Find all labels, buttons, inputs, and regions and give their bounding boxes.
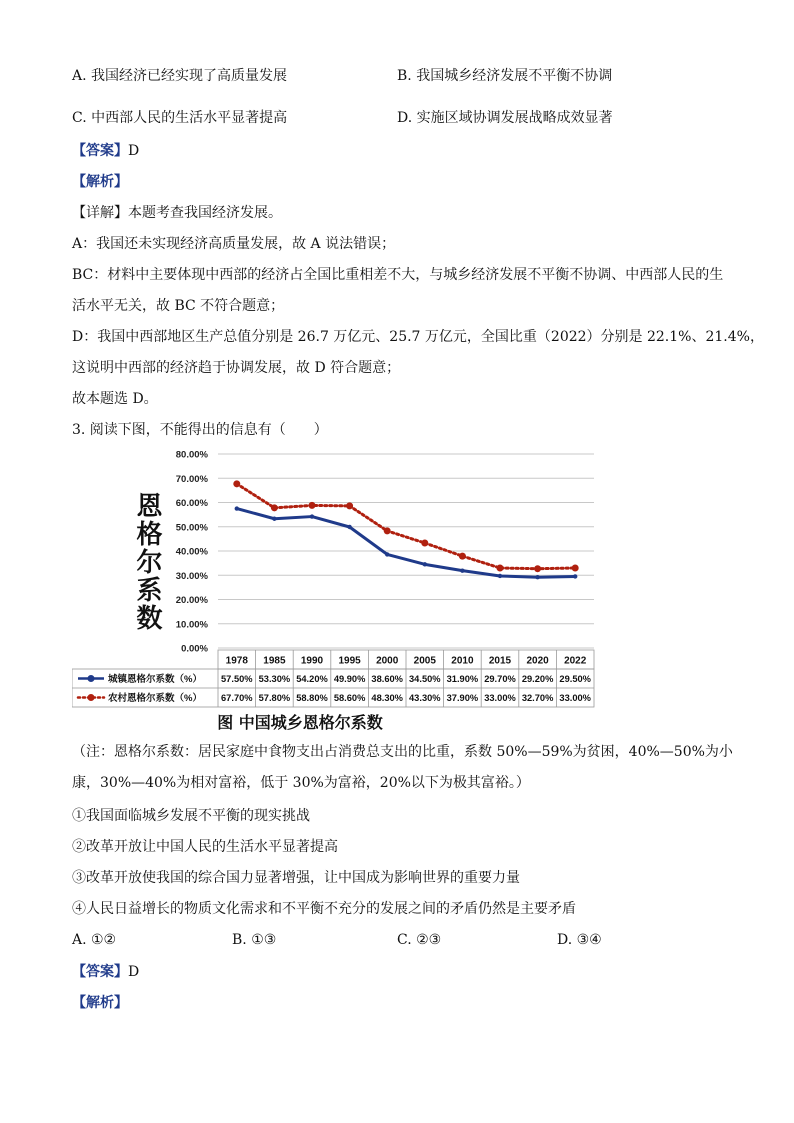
y-tick-label: 80.00% bbox=[175, 449, 208, 461]
x-category-label: 1990 bbox=[300, 655, 324, 667]
y-tick-label: 70.00% bbox=[175, 473, 208, 485]
x-category-label: 2005 bbox=[413, 655, 436, 667]
q2-para-bc-2: 活水平无关，故 BC 不符合题意； bbox=[72, 298, 285, 314]
data-point bbox=[384, 527, 391, 534]
data-point bbox=[498, 574, 502, 578]
data-label: 37.90% bbox=[446, 693, 479, 703]
q3-answer bbox=[72, 962, 139, 982]
y-tick-label: 40.00% bbox=[175, 546, 208, 558]
q3-item-3: ③改革开放使我国的综合国力显著增强，让中国成为影响世界的重要力量 bbox=[72, 870, 520, 886]
data-label: 29.20% bbox=[521, 674, 554, 684]
x-category-label: 1995 bbox=[338, 655, 361, 667]
q3-note-1: （注：恩格尔系数：居民家庭中食物支出占消费总支出的比重，系数 50%—59%为贫困，40%—50%为小 bbox=[72, 744, 733, 760]
q2-option-d: D. 实施区域协调发展战略成效显著 bbox=[397, 110, 613, 126]
data-label: 58.80% bbox=[296, 693, 328, 703]
x-category-label: 2022 bbox=[564, 655, 587, 667]
data-point bbox=[233, 480, 240, 487]
q2-para-bc-1: BC：材料中主要体现中西部的经济占全国比重相差不大，与城乡经济发展不平衡不协调、中西部人民的生 bbox=[72, 267, 724, 283]
data-label: 57.80% bbox=[258, 693, 291, 703]
q2-detail bbox=[72, 203, 282, 223]
answer-value: D bbox=[128, 964, 140, 980]
data-point bbox=[235, 506, 239, 510]
data-point bbox=[421, 539, 428, 546]
legend-marker bbox=[88, 675, 95, 682]
data-point bbox=[309, 502, 316, 509]
answer-tag: 【答案】 bbox=[72, 964, 128, 980]
data-point bbox=[310, 514, 314, 518]
q3-item-2: ②改革开放让中国人民的生活水平显著提高 bbox=[72, 839, 338, 855]
data-point bbox=[346, 502, 353, 509]
data-label: 53.30% bbox=[258, 674, 291, 684]
data-point bbox=[497, 564, 504, 571]
data-label: 54.20% bbox=[296, 674, 328, 684]
data-label: 48.30% bbox=[371, 693, 403, 703]
answer-tag: 【答案】 bbox=[72, 143, 128, 159]
data-point bbox=[534, 565, 541, 572]
q2-para-d-2: 这说明中西部的经济趋于协调发展，故 D 符合题意； bbox=[72, 360, 401, 376]
y-tick-label: 0.00% bbox=[181, 643, 208, 655]
q3-note-2: 康，30%—40%为相对富裕，低于 30%为富裕，20%以下为极其富裕。） bbox=[72, 775, 530, 791]
data-point bbox=[572, 564, 579, 571]
detail-tag: 【详解】 bbox=[72, 205, 128, 221]
q2-option-c: C. 中西部人民的生活水平显著提高 bbox=[72, 110, 288, 126]
q3-option-d: D. ③④ bbox=[557, 932, 602, 948]
data-label: 67.70% bbox=[221, 693, 253, 703]
chart-y-title: 恩格尔系数 bbox=[132, 492, 162, 632]
data-point bbox=[272, 517, 276, 521]
q3-stem: 3. 阅读下图，不能得出的信息有（ ） bbox=[72, 422, 328, 438]
detail-intro: 本题考查我国经济发展。 bbox=[128, 205, 282, 221]
data-label: 31.90% bbox=[446, 674, 479, 684]
analysis-tag: 【解析】 bbox=[72, 995, 128, 1011]
data-label: 29.50% bbox=[559, 674, 591, 684]
x-category-label: 1985 bbox=[263, 655, 286, 667]
data-label: 34.50% bbox=[409, 674, 441, 684]
y-tick-label: 30.00% bbox=[175, 570, 208, 582]
x-category-label: 2015 bbox=[488, 655, 512, 667]
engel-chart bbox=[72, 444, 602, 709]
x-category-label: 1978 bbox=[225, 655, 248, 667]
q2-analysis-tag bbox=[72, 172, 128, 192]
data-label: 57.50% bbox=[221, 674, 253, 684]
data-label: 33.00% bbox=[484, 693, 516, 703]
legend-entry: 农村恩格尔系数（%） bbox=[108, 693, 202, 704]
data-point bbox=[535, 575, 539, 579]
analysis-tag: 【解析】 bbox=[72, 174, 128, 190]
q3-analysis-tag bbox=[72, 993, 128, 1013]
x-category-label: 2020 bbox=[526, 655, 549, 667]
data-point bbox=[271, 504, 278, 511]
y-tick-label: 10.00% bbox=[175, 619, 208, 631]
data-label: 43.30% bbox=[409, 693, 441, 703]
q2-para-d-1: D：我国中西部地区生产总值分别是 26.7 万亿元、25.7 万亿元，全国比重（2022）分别是 22.1%、21.4%， bbox=[72, 329, 764, 345]
data-label: 29.70% bbox=[484, 674, 516, 684]
q2-option-a: A. 我国经济已经实现了高质量发展 bbox=[72, 68, 288, 84]
q2-answer bbox=[72, 141, 139, 161]
x-category-label: 2000 bbox=[376, 655, 399, 667]
data-label: 58.60% bbox=[333, 693, 366, 703]
data-point bbox=[459, 553, 466, 560]
q2-para-a: A：我国还未实现经济高质量发展，故 A 说法错误； bbox=[72, 236, 396, 252]
data-point bbox=[347, 525, 351, 529]
legend-entry: 城镇恩格尔系数（%） bbox=[108, 674, 202, 685]
x-category-label: 2010 bbox=[451, 655, 474, 667]
y-tick-label: 50.00% bbox=[175, 522, 208, 534]
legend-marker bbox=[88, 694, 95, 701]
data-point bbox=[385, 552, 389, 556]
q3-item-1: ①我国面临城乡发展不平衡的现实挑战 bbox=[72, 808, 310, 824]
q2-conclusion: 故本题选 D。 bbox=[72, 391, 158, 407]
y-tick-label: 20.00% bbox=[175, 595, 208, 606]
data-label: 49.90% bbox=[333, 674, 366, 684]
q3-option-b: B. ①③ bbox=[232, 932, 277, 948]
data-label: 38.60% bbox=[371, 674, 403, 684]
data-point bbox=[423, 562, 427, 566]
answer-value: D bbox=[128, 143, 140, 159]
data-point bbox=[460, 568, 464, 572]
data-label: 32.70% bbox=[521, 693, 554, 703]
data-label: 33.00% bbox=[559, 693, 591, 703]
q2-option-b: B. 我国城乡经济发展不平衡不协调 bbox=[397, 68, 613, 84]
q3-option-a: A. ①② bbox=[72, 932, 117, 948]
series-line-urban bbox=[237, 509, 575, 578]
q3-item-4: ④人民日益增长的物质文化需求和不平衡不充分的发展之间的矛盾仍然是主要矛盾 bbox=[72, 901, 576, 917]
y-tick-label: 60.00% bbox=[175, 498, 208, 509]
chart-caption: 图 中国城乡恩格尔系数 bbox=[217, 713, 383, 732]
q3-option-c: C. ②③ bbox=[397, 932, 442, 948]
data-point bbox=[573, 574, 577, 578]
